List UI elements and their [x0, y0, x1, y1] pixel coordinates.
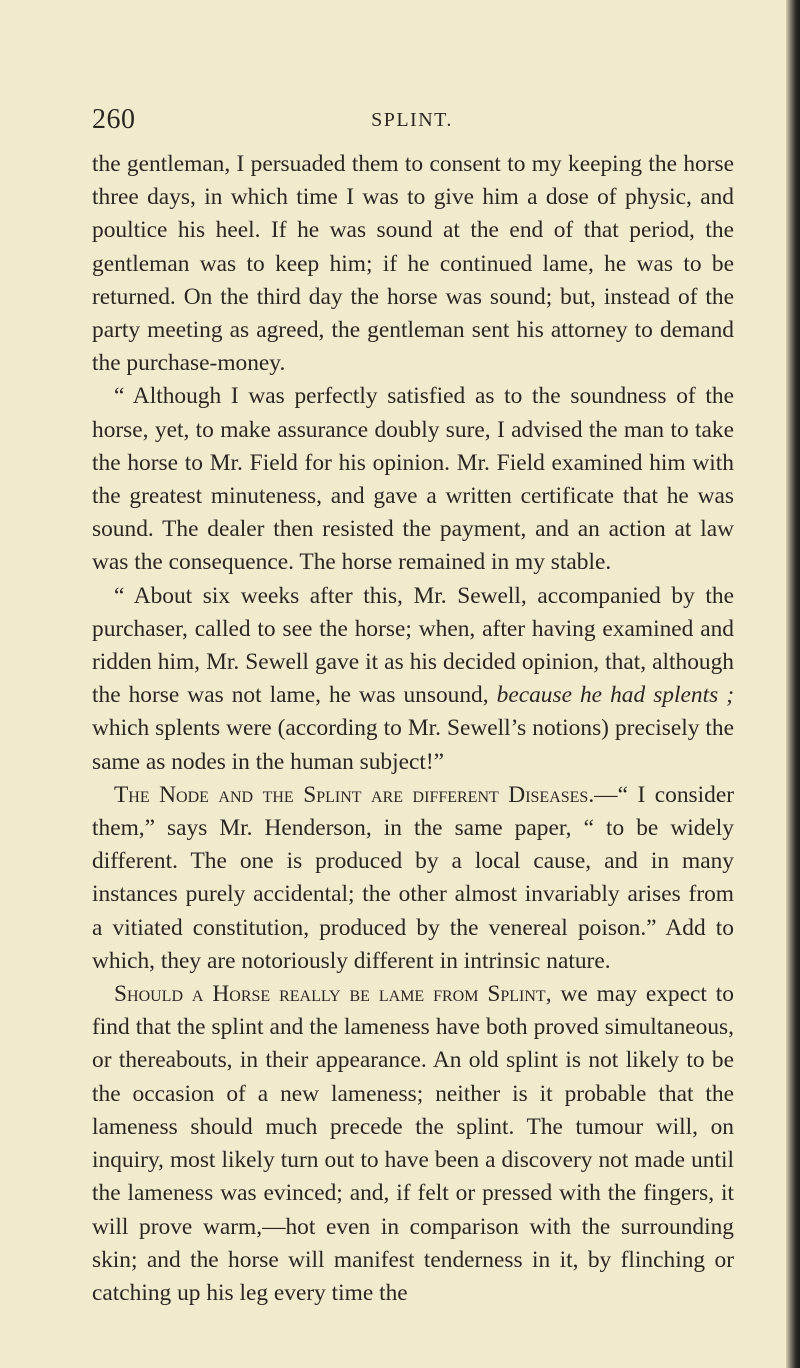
section-heading: Should a Horse really be lame from Splint, [114, 981, 552, 1008]
paragraph-text: we may expect to find that the splint and the lameness have both proved simultaneous, or thereabouts, in their appearance. An old splint is not likely to be the occasion of a new lameness; neither is it probable that the lameness should much precede the splint. The tumour will, on inquiry, most likely turn out to have been a discovery not made until the lameness was evinced; and, if felt or pressed with the fingers, it will prove warm,—hot even in comparison with the surrounding skin; and the horse will manifest tenderness in it, by flinching or catching up his leg every time the [92, 981, 734, 1306]
page-header [92, 104, 732, 144]
section-heading: The Node and the Splint are different Diseases. [114, 781, 595, 808]
paragraph-text: —“ I consider them,” says Mr. Henderson, in the same paper, “ to be widely different. The one is produced by a local cause, and in many instances purely accidental; the other almost invariably arises from a vitiated constitution, produced by the venereal poison.” Add to which, they are notoriously different in intrinsic nature. [92, 781, 734, 974]
page-body [92, 148, 734, 1310]
paragraph-quote-field: “ Although I was perfectly satisfied as to the soundness of the horse, yet, to make assurance doubly sure, I advised the man to take the horse to Mr. Field for his opinion. Mr. Field examined him with the greatest minuteness, and gave a written certificate that he was sound. The dealer then resisted the payment, and an action at law was the consequence. The horse remained in my stable. [92, 383, 734, 576]
paragraph-text: “ About six weeks after this, Mr. Sewell, accompanied by the purchaser, called to see the horse; when, after having examined and ridden him, Mr. Sewell gave it as his decided opinion, that, although the horse was not lame, he was unsound, [92, 582, 734, 709]
paragraph-continuation: the gentleman, I persuaded them to consent to my keeping the horse three days, in which time I was to give him a dose of physic, and poultice his heel. If he was sound at the end of that period, the gentleman was to keep him; if he continued lame, he was to be returned. On the third day the horse was sound; but, instead of the party meeting as agreed, the gentleman sent his attorney to demand the purchase-money. [92, 151, 734, 377]
paragraph-lame-from-splint [92, 978, 734, 1310]
paragraph-quote-sewell [92, 580, 734, 779]
book-gutter-edge [786, 0, 800, 1368]
italic-emphasis: because he had splents ; [496, 682, 735, 709]
paragraph-text: which splents were (according to Mr. Sewell’s notions) precisely the same as nodes in the human subject!” [92, 715, 734, 775]
paragraph-node-splint [92, 779, 734, 978]
running-head: SPLINT. [371, 109, 453, 131]
page-number: 260 [92, 104, 136, 135]
